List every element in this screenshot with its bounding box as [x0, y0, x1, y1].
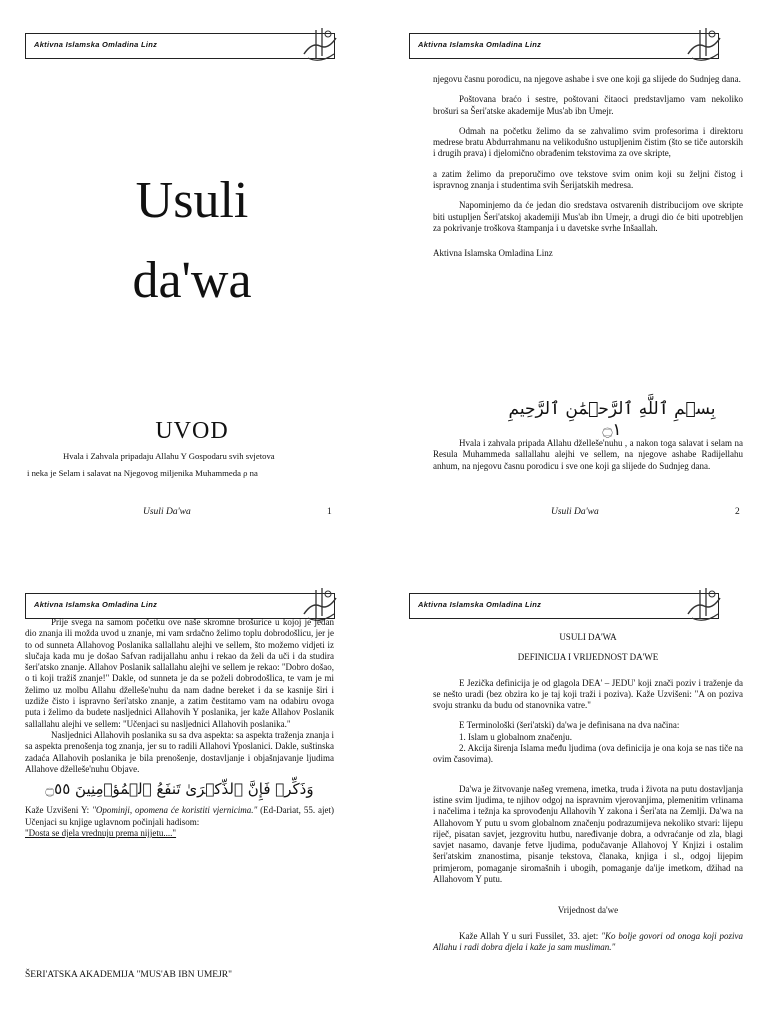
- paragraph: njegovu časnu porodicu, na njegove ashabe i sve one koji ga slijede do Sudnjeg dana.: [433, 74, 741, 84]
- uvod-intro: [27, 448, 347, 482]
- page-number: 2: [735, 507, 740, 517]
- calligraphy-logo-icon: [682, 24, 726, 64]
- paragraph: a zatim želimo da preporučimo ove tekstove svim onim koji su željni čistog i ispravnog znanja i studentima svih Šerijatskih medresa.: [433, 168, 743, 191]
- page-number: 1: [327, 507, 332, 517]
- section-heading: Vrijednost da'we: [557, 905, 619, 916]
- main-title-line-1: Usuli: [135, 172, 249, 229]
- paragraph: [433, 931, 743, 954]
- uvod-line-2: i neka je Selam i salavat na Njegovog miljenika Muhammeda ρ na: [27, 468, 258, 478]
- list-item: 2. Akcija širenja Islama među ljudima (ova definicija je ona koja se nas tiče na ovim časovima).: [433, 743, 743, 765]
- calligraphy-logo-icon: [682, 584, 726, 624]
- page-2-body: [433, 74, 743, 269]
- quote-prefix: Kaže Uzvišeni Y:: [25, 805, 93, 816]
- calligraphy-logo-icon: [298, 24, 342, 64]
- uvod-line-1: Hvala i Zahvala pripadaju Allahu Y Gospodaru svih svjetova: [63, 451, 275, 461]
- header-title: Aktivna Islamska Omladina Linz: [34, 40, 158, 49]
- header-title: Aktivna Islamska Omladina Linz: [418, 600, 542, 609]
- main-title-line-2: da'wa: [132, 252, 252, 309]
- chapter-heading: USULI DA'WA: [559, 632, 617, 642]
- page-header: [25, 593, 335, 619]
- quran-ayah-calligraphy: وَذَكِّرۡ فَإِنَّ ٱلذِّكۡرَىٰ تَنفَعُ ٱلۡمُؤۡمِنِينَ ۝٥٥: [45, 780, 314, 799]
- paragraph: Poštovana braćo i sestre, poštovani čitaoci predstavljamo vam nekoliko brošuri sa Šeri'atske akademije Mus'ab ibn Umejr.: [433, 94, 743, 116]
- academy-name: ŠERI'ATSKA AKADEMIJA "MUS'AB IBN UMEJR": [25, 970, 233, 980]
- page-1: [0, 0, 384, 540]
- quote-suffix: (Ed-Dariat, 55. ajet) Učenjaci su knjige uglavnom počinjali hadisom:: [25, 805, 334, 827]
- page-2-closing: [433, 438, 743, 481]
- page-3: [0, 560, 384, 1024]
- quote-paragraph: [25, 805, 334, 839]
- paragraph: Odmah na početku želimo da se zahvalimo svim profesorima i direktoru medrese bratu Abdurrahmanu na velikodušno ustupljenim čistim (što se tiče autorskih i drugih prava) i djelomično obrađenim tekstovima za ove skripte,: [433, 125, 743, 159]
- paragraph: Prije svega na samom početku ove naše skromne brošurice u kojoj je jedan dio znanja ili možda uvod u znanje, mi vam srdačno želimo toplu dobrodošlicu, jer je to od sunneta Allahovog Poslanika sallallahu alejhi ve sellem, što možemo vidjeti iz slučaja kada mu je došao Safvan radijallahu anhu i rekao da želi da uči i da studira šeri'atsko znanje. Allahov Poslanik sallallahu alejhi ve sellem je rekao: "Dobro došao, o ti koji tražiš znanje!" Dakle, od sunneta je da se poželi dobrodošlica, te vam je mi želimo uz molbu Allahu dželleše'nuhu da nam dadne bereket i da se kasnije širi i uzdiže čisto i ispravno šeri'atsko znanje, a zatim čestitamo vam na odabiru ovoga puta i želimo da budete nasljednici Allahovih Y poslanika, jer kaže Allahov Poslanik sallallahu alejhi ve sellem: "Učenjaci su nasljednici Allahovih poslanika.": [25, 617, 334, 729]
- header-title: Aktivna Islamska Omladina Linz: [34, 600, 158, 609]
- header-title: Aktivna Islamska Omladina Linz: [418, 40, 542, 49]
- page-4: [384, 560, 768, 1024]
- text-prefix: Kaže Allah Y u suri Fussilet, 33. ajet:: [459, 930, 602, 941]
- paragraph: Hvala i zahvala pripada Allahu dželleše'nuhu , a nakon toga salavat i selam na Resula Muhammeda sallallahu alejhi ve sellem, na njegove ashabe Radijellahu anhum, na njegovu časnu porodicu i sve one koji ga slijede do Sudnjeg dana.: [433, 438, 743, 471]
- paragraph: E Terminološki (šeri'atski) da'wa je definisana na dva načina:: [459, 720, 680, 731]
- paragraph: Da'wa je žitvovanje našeg vremena, imetka, truda i života na putu dostavljanja istine svim ljudima, te njihov odgoj na ispravnim vjerovanjima, plemenitim vrlinama i načelima i težnja ka sprovođenju Allahovih Y zakona i Šeri'ata na Zemlji. Da'wa na Allahovom Y putu u svom globalnom značenju podrazumijeva nekoliko stvari: lijepu riječ, pisatan savjet, jezgrovitu hutbu, naređivanje dobra, a odvraćanje od zla, blagi savjet nasamo, davanje fetve ljudima, podučavanje Allahovoj Y Knjizi i ostalim šeri'atskim znanostima, pisanje tekstova, članaka, knjiga i sl., odgoj lijepim primjerom, pomaganje siromašnih i ubogih, pomaganje da'ije imetkom, džihad na Allahovom Y putu.: [433, 783, 743, 885]
- section-heading-uvod: UVOD: [155, 418, 229, 444]
- signature: Aktivna Islamska Omladina Linz: [433, 248, 553, 259]
- footer-title: Usuli Da'wa: [551, 507, 599, 517]
- page-3-body: [25, 617, 334, 848]
- page-header: [25, 33, 335, 59]
- page-2: [384, 0, 768, 540]
- quote-italic: "Ko bolje govori od onoga koji poziva Allahu i radi dobra djela i kaže ja sam musliman.": [433, 930, 743, 952]
- bismillah-calligraphy: بِسۡمِ ٱللَّهِ ٱلرَّحۡمَٰنِ ٱلرَّحِيمِ ۝١: [508, 399, 716, 440]
- page-4-body: [433, 632, 743, 962]
- page-header: [409, 593, 719, 619]
- quote-italic: "Opominji, opomena će koristiti vjernicima.": [92, 805, 258, 816]
- paragraph: Nasljednici Allahovih poslanika su sa dva aspekta: sa aspekta traženja znanja i sa aspekta prenošenja tog znanja, jer su to radili Allahovi Yposlanici. Dakle, suštinska zadaća Allahovih poslanika je bila prenošenje, dostavljanje i objašnjavanje ljudima Allahove dželleše'nuhu Objave.: [25, 729, 335, 774]
- page-header: [409, 33, 719, 59]
- list-item: 1. Islam u globalnom značenju.: [459, 731, 572, 742]
- section-heading: DEFINICIJA I VRIJEDNOST DA'WE: [517, 652, 659, 663]
- hadith-quote: "Dosta se djela vrednuju prema nijjetu....": [25, 828, 177, 839]
- footer-title: Usuli Da'wa: [143, 507, 191, 517]
- paragraph: Napominjemo da će jedan dio sredstava ostvarenih distribucijom ove skripte biti ustupljen Šeri'atskoj akademiji Mus'ab ibn Umejr, a drugi dio će biti upotrebljen za pokrivanje troškova štampanja i u davetske svrhe Inšaallah.: [433, 200, 743, 233]
- paragraph: E Jezička definicija je od glagola DEA' – JEDU' koji znači poziv i traženje da se nešto uradi (bez obzira ko je taj koji traži i poziva). Kaže Uzvišeni: "A on poziva svoju stranku da budu od stanovnika vatre.": [433, 677, 743, 711]
